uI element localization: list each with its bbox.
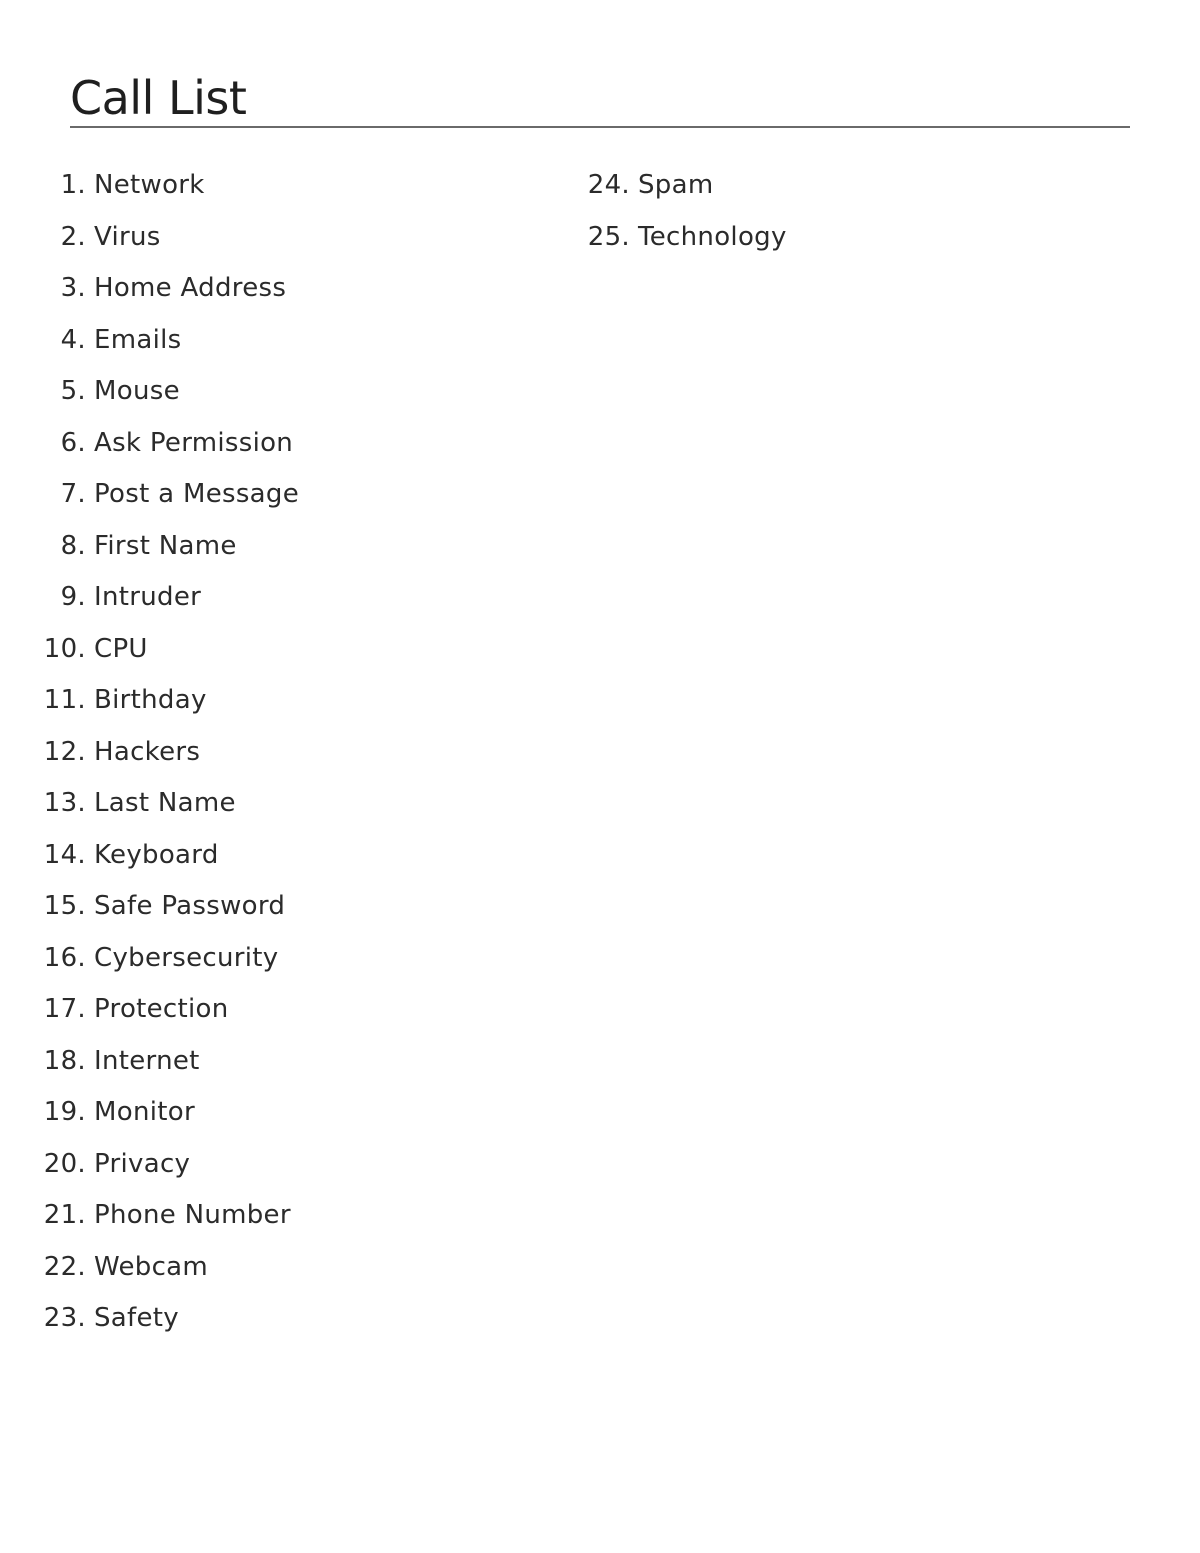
item-number: 7. (60, 479, 86, 509)
item-label: Birthday (94, 685, 207, 715)
item-number: 25. (587, 221, 630, 252)
item-number: 11. (43, 685, 86, 715)
item-label: Webcam (94, 1251, 209, 1282)
item-label: Home Address (94, 273, 287, 303)
list-item (0, 366, 560, 418)
item-number: 5. (60, 376, 86, 406)
item-label: Last Name (94, 788, 236, 818)
list-item (0, 984, 560, 1036)
item-label: Protection (94, 994, 229, 1024)
item-number: 22. (43, 1251, 86, 1282)
item-number: 19. (43, 1097, 86, 1127)
item-label: Internet (94, 1045, 200, 1076)
item-label: Emails (94, 324, 182, 355)
list-item (0, 727, 560, 779)
list-item (0, 675, 560, 727)
item-label: First Name (94, 530, 237, 561)
list-item (0, 572, 560, 624)
item-number: 13. (43, 788, 86, 818)
list-item (0, 469, 560, 521)
list-item (0, 521, 560, 573)
item-label: Keyboard (94, 839, 219, 870)
item-number: 3. (60, 273, 86, 303)
item-label: Monitor (94, 1097, 195, 1127)
item-label: Spam (638, 170, 714, 200)
item-number: 2. (60, 221, 86, 252)
list-item (0, 263, 560, 315)
item-number: 10. (43, 633, 86, 664)
item-label: Cybersecurity (94, 942, 279, 973)
call-list-column-right (0, 160, 800, 263)
item-label: Hackers (94, 736, 201, 767)
item-label: Ask Permission (94, 427, 294, 458)
list-item (0, 830, 560, 882)
item-number: 12. (43, 736, 86, 767)
item-label: Privacy (94, 1148, 191, 1179)
item-number: 15. (43, 891, 86, 921)
item-number: 8. (60, 530, 86, 561)
list-item (0, 1242, 560, 1294)
list-item (0, 933, 560, 985)
item-number: 16. (43, 942, 86, 973)
item-label: Safety (94, 1303, 179, 1333)
title-underline (70, 126, 1130, 128)
item-number: 24. (587, 170, 630, 200)
item-number: 4. (60, 324, 86, 355)
list-item (0, 315, 560, 367)
item-label: Phone Number (94, 1200, 291, 1230)
item-label: Technology (638, 221, 787, 252)
list-item (0, 881, 560, 933)
list-item (0, 624, 560, 676)
item-label: Intruder (94, 582, 202, 612)
list-item (0, 1190, 560, 1242)
item-label: Virus (94, 221, 161, 252)
item-label: CPU (94, 633, 148, 664)
item-label: Post a Message (94, 479, 300, 509)
page-title: Call List (70, 71, 247, 125)
list-item (0, 160, 800, 212)
item-number: 1. (60, 170, 86, 200)
list-item (0, 778, 560, 830)
list-item (0, 1087, 560, 1139)
item-label: Mouse (94, 376, 180, 406)
list-item (0, 1036, 560, 1088)
list-item (0, 418, 560, 470)
list-item (0, 1293, 560, 1345)
item-number: 14. (43, 839, 86, 870)
call-list-column-left (0, 160, 560, 1345)
item-number: 23. (43, 1303, 86, 1333)
list-item (0, 212, 800, 264)
item-number: 17. (43, 994, 86, 1024)
list-item (0, 1139, 560, 1191)
item-number: 6. (60, 427, 86, 458)
item-label: Safe Password (94, 891, 286, 921)
item-label: Network (94, 170, 205, 200)
item-number: 21. (43, 1200, 86, 1230)
item-number: 18. (43, 1045, 86, 1076)
item-number: 9. (60, 582, 86, 612)
item-number: 20. (43, 1148, 86, 1179)
